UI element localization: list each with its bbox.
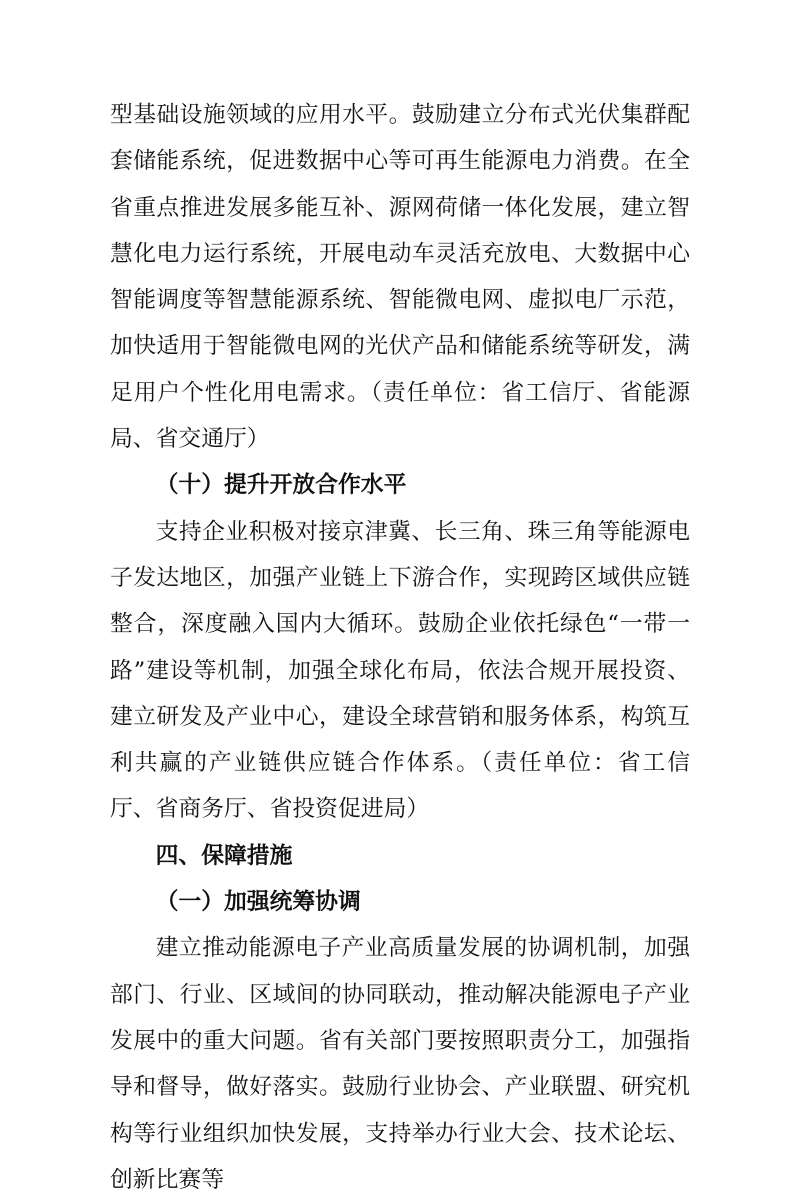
paragraph-body-continued: 型基础设施领域的应用水平。鼓励建立分布式光伏集群配套储能系统，促进数据中心等可再生能源电力消费。在全省重点推进发展多能互补、源网荷储一体化发展，建立智慧化电力运行系统，开展电动车灵活充放电、大数据中心智能调度等智慧能源系统、智能微电网、虚拟电厂示范，加快适用于智能微电网的光伏产品和储能系统等研发，满足用户个性化用电需求。（责任单位：省工信厅、省能源局、省交通厅） xyxy=(110,102,690,453)
subheading-open-cooperation: （十）提升开放合作水平 xyxy=(155,472,407,499)
paragraph-open-cooperation: 支持企业积极对接京津冀、长三角、珠三角等能源电子发达地区，加强产业链上下游合作，实现跨区域供应链整合，深度融入国内大循环。鼓励企业依托绿色“一带一路”建设等机制，加强全球化布局，依法合规开展投资、建立研发及产业中心，建设全球营销和服务体系，构筑互利共赢的产业链供应链合作体系。（责任单位：省工信厅、省商务厅、省投资促进局） xyxy=(110,518,690,823)
section-heading-safeguards: 四、保障措施 xyxy=(155,842,293,869)
paragraph-coordination: 建立推动能源电子产业高质量发展的协调机制，加强部门、行业、区域间的协同联动，推动解决能源电子产业发展中的重大问题。省有关部门要按照职责分工，加强指导和督导，做好落实。鼓励行业协会、产业联盟、研究机构等行业组织加快发展，支持举办行业大会、技术论坛、创新比赛等 xyxy=(110,935,690,1193)
document-page xyxy=(110,92,690,1203)
subheading-coordination: （一）加强统筹协调 xyxy=(155,889,361,916)
